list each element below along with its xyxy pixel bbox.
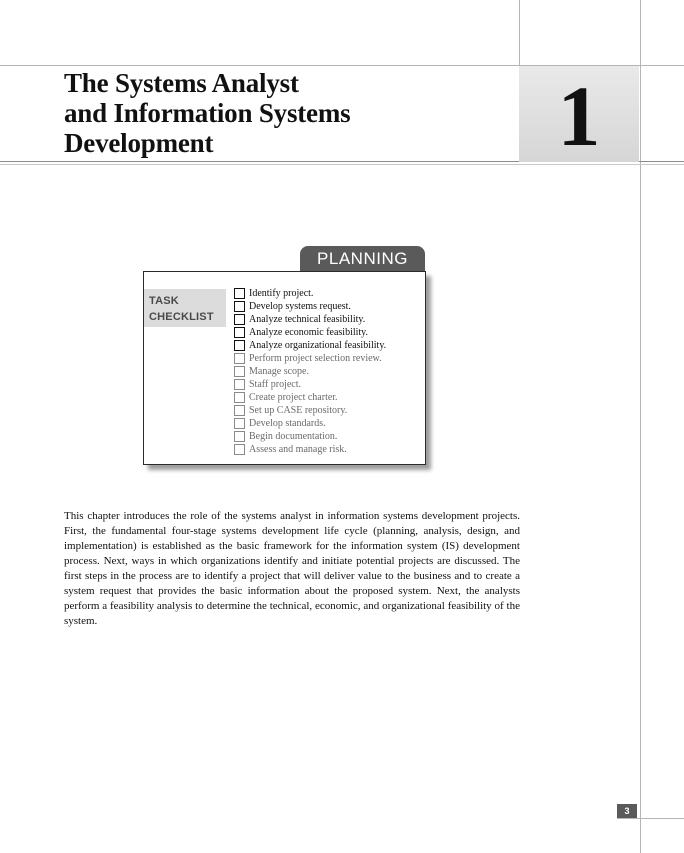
task-item-label: Create project charter. — [249, 392, 338, 403]
task-item — [234, 430, 424, 443]
task-label-line-1: TASK — [149, 295, 179, 307]
task-item-label: Assess and manage risk. — [249, 444, 347, 455]
frame-line-vertical-left — [519, 0, 520, 66]
checkbox-icon — [234, 366, 245, 377]
task-item — [234, 287, 424, 300]
task-item — [234, 404, 424, 417]
checkbox-icon — [234, 418, 245, 429]
task-item-label: Staff project. — [249, 379, 302, 390]
chapter-title-line-3: Development — [64, 128, 214, 158]
task-item-label: Begin documentation. — [249, 431, 338, 442]
task-item-label: Develop standards. — [249, 418, 326, 429]
task-label-line-2: CHECKLIST — [149, 311, 214, 323]
frame-line-footer — [617, 818, 684, 819]
chapter-title — [64, 68, 504, 158]
frame-line-header-bottom-2 — [0, 164, 684, 165]
task-item-label: Set up CASE repository. — [249, 405, 348, 416]
phase-tab: PLANNING — [300, 246, 425, 272]
task-item-label: Analyze economic feasibility. — [249, 327, 369, 338]
page-number: 3 — [617, 804, 637, 818]
task-item — [234, 365, 424, 378]
checkbox-icon — [234, 314, 245, 325]
task-item-label: Analyze technical feasibility. — [249, 314, 366, 325]
task-item — [234, 326, 424, 339]
task-list — [234, 287, 424, 456]
checkbox-icon — [234, 379, 245, 390]
task-item-label: Identify project. — [249, 288, 314, 299]
checkbox-icon — [234, 353, 245, 364]
checkbox-icon — [234, 405, 245, 416]
checkbox-icon — [234, 288, 245, 299]
chapter-title-line-1: The Systems Analyst — [64, 68, 299, 98]
task-item — [234, 443, 424, 456]
chapter-intro-paragraph: This chapter introduces the role of the systems analyst in information systems development projects. First, the fundamental four-stage systems development life cycle (planning, analysis, design, and implementation) is established as the basic framework for the information system (IS) development process. Next, ways in which organizations identify and initiate potential projects are discussed. The first steps in the process are to identify a project that will deliver value to the business and to create a system request that provides the basic information about the proposed system. Next, the analysts perform a feasibility analysis to determine the technical, economic, and organizational feasibility of the system. — [64, 510, 520, 627]
checkbox-icon — [234, 301, 245, 312]
task-item-label: Manage scope. — [249, 366, 309, 377]
task-item-label: Perform project selection review. — [249, 353, 382, 364]
chapter-title-line-2: and Information Systems — [64, 98, 351, 128]
task-item — [234, 313, 424, 326]
chapter-number: 1 — [557, 68, 601, 164]
task-item-label: Develop systems request. — [249, 301, 351, 312]
task-item — [234, 339, 424, 352]
task-item — [234, 352, 424, 365]
task-item — [234, 391, 424, 404]
frame-line-vertical-right — [640, 0, 641, 853]
checkbox-icon — [234, 340, 245, 351]
checkbox-icon — [234, 431, 245, 442]
checkbox-icon — [234, 444, 245, 455]
task-item — [234, 417, 424, 430]
task-checklist-label — [149, 293, 227, 325]
task-checklist-box — [143, 271, 426, 465]
task-item-label: Analyze organizational feasibility. — [249, 340, 387, 351]
task-item — [234, 378, 424, 391]
checkbox-icon — [234, 327, 245, 338]
task-item — [234, 300, 424, 313]
checkbox-icon — [234, 392, 245, 403]
chapter-number-box — [519, 66, 639, 162]
